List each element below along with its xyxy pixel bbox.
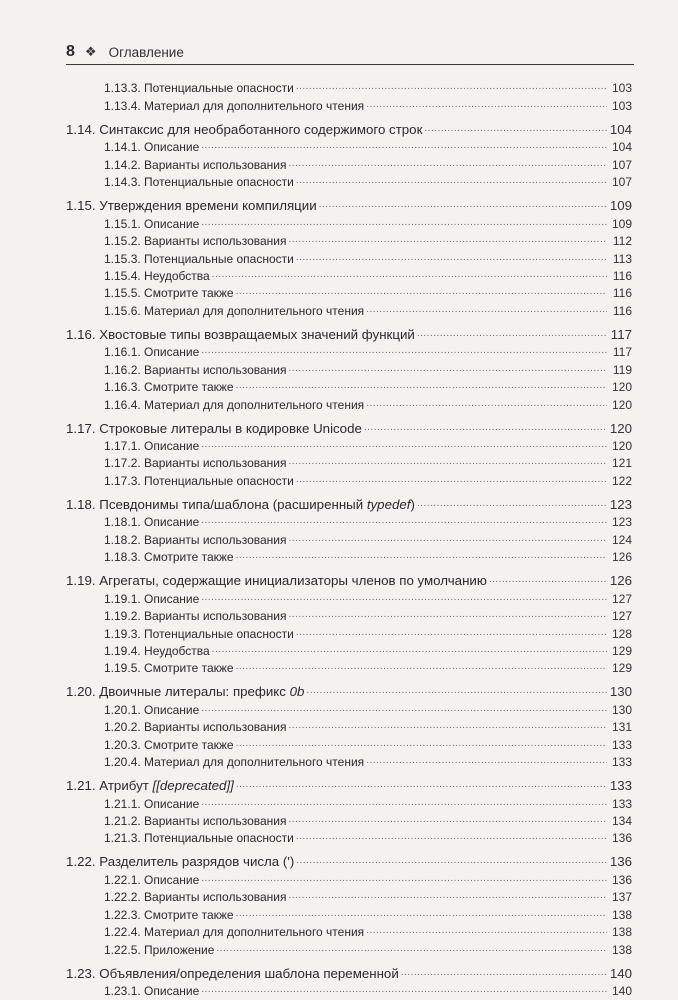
dot-leader <box>289 814 608 826</box>
toc-entry-page-number: 104 <box>611 140 632 155</box>
dot-leader <box>289 234 608 246</box>
toc-entry-label <box>66 497 417 512</box>
toc-entry-label: 1.15.4. Неудобства <box>104 268 210 283</box>
toc-subsection-entry[interactable] <box>66 300 632 317</box>
toc-entry-page-number: 136 <box>611 872 632 887</box>
toc-subsection-entry[interactable] <box>66 588 632 605</box>
toc-subsection-entry[interactable] <box>66 981 632 998</box>
toc-entry-page-number: 126 <box>611 550 632 565</box>
dot-leader <box>296 175 607 187</box>
toc-entry-page-number: 133 <box>611 796 632 811</box>
dot-leader <box>236 286 607 298</box>
toc-entry-page-number: 138 <box>611 942 632 957</box>
dot-leader <box>236 908 607 920</box>
toc-subsection-entry[interactable] <box>66 904 632 921</box>
dot-leader <box>201 873 607 885</box>
toc-subsection-entry[interactable] <box>66 137 632 154</box>
toc-entry-label: 1.16.1. Описание <box>104 345 200 360</box>
toc-subsection-entry[interactable] <box>66 717 632 734</box>
running-title: Оглавление <box>108 44 184 60</box>
toc-entry-page-number: 133 <box>611 755 632 770</box>
toc-entry-page-number: 140 <box>609 965 632 981</box>
toc-subsection-entry[interactable] <box>66 869 632 886</box>
toc-entry-page-number: 117 <box>612 345 632 360</box>
toc-subsection-entry[interactable] <box>66 470 632 487</box>
dot-leader <box>366 755 607 767</box>
toc-entry-page-number: 136 <box>611 831 632 846</box>
toc-section-entry[interactable] <box>66 959 632 981</box>
toc-entry-label: 1.18.1. Описание <box>104 515 200 530</box>
toc-entry-page-number: 119 <box>612 362 632 377</box>
toc-entry-label: 1.19.2. Варианты использования <box>104 609 287 624</box>
toc-entry-page-number: 120 <box>609 420 632 436</box>
dot-leader <box>417 328 607 340</box>
toc-entry-page-number: 103 <box>611 81 632 96</box>
toc-entry-label-text: 1.18. Псевдонимы типа/шаблона (расширенный <box>66 496 367 512</box>
toc-subsection-entry[interactable] <box>66 154 632 171</box>
toc-entry-label: 1.19.3. Потенциальные опасности <box>104 626 294 641</box>
dot-leader <box>296 252 607 264</box>
toc-entry-page-number: 109 <box>609 198 632 214</box>
toc-entry-label: 1.14. Синтаксис для необработанного содержимого строк <box>66 121 423 137</box>
toc-entry-page-number: 117 <box>610 326 632 342</box>
dot-leader <box>212 269 607 281</box>
toc-subsection-entry[interactable] <box>66 752 632 769</box>
toc-section-entry[interactable] <box>66 847 632 869</box>
toc-entry-page-number: 120 <box>611 439 632 453</box>
toc-subsection-entry[interactable] <box>66 283 632 300</box>
dot-leader <box>296 81 607 93</box>
dot-leader <box>212 644 607 656</box>
toc-entry-page-number: 116 <box>612 286 632 301</box>
toc-entry-page-number: 116 <box>612 303 632 318</box>
toc-section-entry[interactable] <box>66 771 632 793</box>
page-number: 8 <box>66 43 75 60</box>
toc-entry-label: 1.14.3. Потенциальные опасности <box>104 175 294 190</box>
toc-entry-page-number: 103 <box>611 98 632 113</box>
toc-subsection-entry[interactable] <box>66 828 632 845</box>
dot-leader <box>236 380 607 392</box>
dot-leader <box>289 456 608 468</box>
toc-entry-label: 1.22.3. Смотрите также <box>104 907 234 922</box>
toc-entry-label: 1.19.1. Описание <box>104 591 200 606</box>
dot-leader <box>201 984 607 996</box>
toc-subsection-entry[interactable] <box>66 699 632 716</box>
toc-entry-page-number: 133 <box>609 778 632 794</box>
toc-subsection-entry[interactable] <box>66 734 632 751</box>
toc-subsection-entry[interactable] <box>66 606 632 623</box>
dot-leader <box>289 363 608 375</box>
dot-leader <box>201 140 607 152</box>
toc-entry-page-number: 136 <box>609 854 632 870</box>
toc-entry-page-number: 131 <box>611 720 632 735</box>
dot-leader <box>201 797 607 809</box>
dot-leader <box>236 550 607 562</box>
dot-leader <box>366 99 607 111</box>
toc-subsection-entry[interactable] <box>66 95 632 112</box>
toc-entry-page-number: 134 <box>611 814 632 828</box>
toc-entry-label-text: 1.20. Двоичные литералы: префикс <box>66 684 290 700</box>
toc-subsection-entry[interactable] <box>66 359 632 376</box>
toc-entry-label: 1.17.1. Описание <box>104 439 200 453</box>
toc-entry-page-number: 107 <box>611 175 632 190</box>
toc-entry-label: 1.22.4. Материал для дополнительного чтения <box>104 925 365 940</box>
toc-subsection-entry[interactable] <box>66 231 632 248</box>
toc-entry-label: 1.23. Объявления/определения шаблона переменной <box>66 965 399 981</box>
toc-entry-page-number: 104 <box>609 121 632 137</box>
toc-entry-page-number: 120 <box>611 380 632 395</box>
dot-leader <box>216 943 607 955</box>
toc-entry-label: 1.14.2. Варианты использования <box>104 157 287 172</box>
toc-section-entry[interactable] <box>66 414 632 436</box>
toc-entry-label: 1.20.3. Смотрите также <box>104 737 234 752</box>
toc-subsection-entry[interactable] <box>66 248 632 265</box>
dot-leader <box>366 925 607 937</box>
dot-leader <box>296 855 607 867</box>
toc-entry-label: 1.19. Агрегаты, содержащие инициализаторы членов по умолчанию <box>66 573 487 589</box>
toc-entry-page-number: 121 <box>611 456 632 471</box>
toc-subsection-entry[interactable] <box>66 939 632 956</box>
toc-entry-label: 1.17. Строковые литералы в кодировке Unicode <box>66 420 362 436</box>
toc-entry-label: 1.19.4. Неудобства <box>104 643 210 658</box>
toc-entry-label: 1.15.1. Описание <box>104 216 200 231</box>
toc-entry-page-number: 123 <box>609 496 632 512</box>
dot-leader <box>401 967 607 979</box>
toc-entry-label: 1.16. Хвостовые типы возвращаемых значений функций <box>66 326 415 342</box>
toc-entry-label: 1.16.2. Варианты использования <box>104 362 287 377</box>
toc-entry-page-number: 129 <box>611 643 632 658</box>
toc-section-entry[interactable] <box>66 320 632 342</box>
toc-entry-label: 1.18.3. Смотрите также <box>104 550 234 565</box>
toc-entry-page-number: 127 <box>611 609 632 624</box>
dot-leader <box>366 398 607 410</box>
toc-entry-label: 1.21.1. Описание <box>104 796 200 811</box>
toc-entry-label: 1.23.1. Описание <box>104 984 200 999</box>
toc-entry-label <box>66 684 306 699</box>
toc-entry-label: 1.15.5. Смотрите также <box>104 286 234 301</box>
toc-entry-page-number: 138 <box>611 907 632 922</box>
toc-entry-label: 1.15.2. Варианты использования <box>104 234 287 249</box>
toc-entry-page-number: 130 <box>609 684 632 700</box>
toc-subsection-entry[interactable] <box>66 342 632 359</box>
toc-entry-label: 1.20.1. Описание <box>104 702 200 717</box>
dot-leader <box>366 304 607 316</box>
toc-entry-page-number: 138 <box>611 925 632 940</box>
toc-entry-page-number: 112 <box>612 234 632 249</box>
toc-subsection-entry[interactable] <box>66 266 632 283</box>
toc-entry-label: 1.20.2. Варианты использования <box>104 720 287 735</box>
dot-leader <box>489 574 607 586</box>
toc-subsection-entry[interactable] <box>66 793 632 810</box>
toc-entry-label-text: ) <box>410 496 415 512</box>
toc-entry-label: 1.15. Утверждения времени компиляции <box>66 198 317 214</box>
dot-leader <box>289 533 608 545</box>
toc-section-entry[interactable] <box>66 566 632 588</box>
toc-entry-page-number: 124 <box>611 532 632 547</box>
toc-entry-label: 1.16.3. Смотрите также <box>104 380 234 395</box>
dot-leader <box>289 720 608 732</box>
toc-subsection-entry[interactable] <box>66 623 632 640</box>
toc-entry-label: 1.22.1. Описание <box>104 872 200 887</box>
toc-entry-page-number: 122 <box>611 473 632 488</box>
dot-leader <box>289 890 608 902</box>
toc-entry-page-number: 126 <box>609 573 632 589</box>
toc-entry-page-number: 129 <box>611 661 632 676</box>
toc-subsection-entry[interactable] <box>66 377 632 394</box>
toc-entry-label <box>66 778 236 793</box>
dot-leader <box>201 439 607 451</box>
toc-entry-label-italic: typedef <box>366 496 411 512</box>
toc-entry-label: 1.18.2. Варианты использования <box>104 532 287 547</box>
dot-leader <box>236 738 607 750</box>
toc-section-entry[interactable] <box>66 115 632 137</box>
toc-subsection-entry[interactable] <box>66 529 632 546</box>
toc-subsection-entry[interactable] <box>66 547 632 564</box>
toc-entry-label: 1.15.6. Материал для дополнительного чтения <box>104 303 365 318</box>
toc-entry-label: 1.13.4. Материал для дополнительного чтения <box>104 98 365 113</box>
toc-entry-label: 1.20.4. Материал для дополнительного чтения <box>104 755 365 770</box>
toc-entry-label: 1.16.4. Материал для дополнительного чтения <box>104 397 365 412</box>
page-header <box>66 40 634 65</box>
dot-leader <box>306 685 606 697</box>
toc-entry-page-number: 109 <box>611 216 632 231</box>
toc-subsection-entry[interactable] <box>66 213 632 230</box>
dot-leader <box>201 515 607 527</box>
toc-entry-page-number: 127 <box>611 591 632 606</box>
toc-subsection-entry[interactable] <box>66 172 632 189</box>
dot-leader <box>289 609 608 621</box>
toc-entry-label: 1.14.1. Описание <box>104 140 200 155</box>
toc-entry-label-text: 1.21. Атрибут <box>66 778 153 794</box>
dot-leader <box>424 123 606 135</box>
toc-entry-label: 1.21.2. Варианты использования <box>104 814 287 828</box>
toc-subsection-entry[interactable] <box>66 658 632 675</box>
toc-entry-page-number: 140 <box>611 984 632 999</box>
dot-leader <box>201 345 607 357</box>
dot-leader <box>289 158 608 170</box>
toc-subsection-entry[interactable] <box>66 394 632 411</box>
toc-subsection-entry[interactable] <box>66 811 632 828</box>
table-of-contents <box>66 78 632 998</box>
toc-subsection-entry[interactable] <box>66 641 632 658</box>
toc-subsection-entry[interactable] <box>66 922 632 939</box>
toc-section-entry[interactable] <box>66 677 632 699</box>
toc-entry-label-italic: [[deprecated]] <box>152 778 234 794</box>
toc-entry-label: 1.13.3. Потенциальные опасности <box>104 81 294 96</box>
dot-leader <box>296 831 607 843</box>
toc-entry-label: 1.19.5. Смотрите также <box>104 661 234 676</box>
toc-entry-label: 1.15.3. Потенциальные опасности <box>104 251 294 266</box>
toc-entry-label-italic: 0b <box>289 684 305 700</box>
dot-leader <box>296 627 607 639</box>
toc-subsection-entry[interactable] <box>66 512 632 529</box>
dot-leader <box>201 703 607 715</box>
toc-entry-label: 1.22.5. Приложение <box>104 942 215 957</box>
dot-leader <box>236 661 607 673</box>
toc-entry-label: 1.22. Разделитель разрядов числа (') <box>66 854 295 870</box>
toc-entry-page-number: 133 <box>611 737 632 752</box>
toc-entry-page-number: 120 <box>611 397 632 412</box>
toc-entry-label: 1.21.3. Потенциальные опасности <box>104 831 294 846</box>
dot-leader <box>296 474 607 486</box>
ornament-icon: ❖ <box>84 44 97 59</box>
toc-entry-label: 1.17.2. Варианты использования <box>104 456 287 471</box>
toc-entry-page-number: 128 <box>611 626 632 641</box>
toc-subsection-entry[interactable] <box>66 78 632 95</box>
toc-entry-label: 1.17.3. Потенциальные опасности <box>104 473 294 488</box>
dot-leader <box>364 422 607 434</box>
toc-subsection-entry[interactable] <box>66 453 632 470</box>
toc-section-entry[interactable] <box>66 490 632 512</box>
toc-entry-page-number: 107 <box>611 157 632 172</box>
toc-entry-page-number: 130 <box>611 702 632 717</box>
dot-leader <box>201 217 607 229</box>
dot-leader <box>417 498 607 510</box>
toc-entry-page-number: 123 <box>611 515 632 530</box>
dot-leader <box>236 779 607 791</box>
dot-leader <box>319 199 607 211</box>
toc-subsection-entry[interactable] <box>66 887 632 904</box>
toc-entry-label: 1.22.2. Варианты использования <box>104 890 287 905</box>
toc-entry-page-number: 137 <box>611 890 632 905</box>
dot-leader <box>201 592 607 604</box>
toc-entry-page-number: 116 <box>612 268 632 283</box>
toc-section-entry[interactable] <box>66 191 632 213</box>
toc-subsection-entry[interactable] <box>66 436 632 453</box>
toc-entry-page-number: 113 <box>612 251 632 266</box>
